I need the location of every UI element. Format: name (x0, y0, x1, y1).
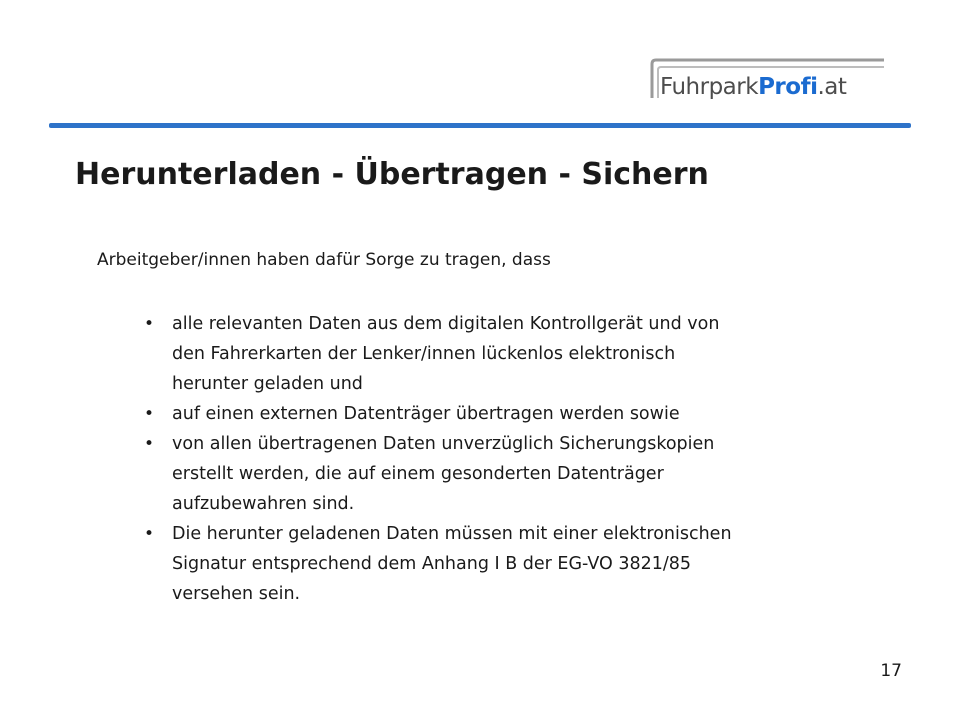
bullet-line: aufzubewahren sind. (172, 494, 355, 514)
bullet-line: erstellt werden, die auf einem gesonderten Datenträger (172, 464, 664, 484)
bullet-line: Die herunter geladenen Daten müssen mit einer elektronischen (172, 524, 732, 544)
bullet-list (140, 309, 900, 609)
bullet-line: alle relevanten Daten aus dem digitalen Kontrollgerät und von (172, 314, 720, 334)
bullet-dot: • (144, 434, 155, 454)
logo-wordmark (660, 74, 846, 100)
logo-text-domain: .at (817, 74, 847, 100)
logo-text-fuhrpark: Fuhrpark (660, 74, 759, 100)
bullet-line: Signatur entsprechend dem Anhang I B der EG-VO 3821/85 (172, 554, 692, 574)
bullet-item (140, 309, 900, 399)
bullet-dot: • (144, 314, 155, 334)
bullet-item (140, 429, 900, 519)
bullet-item (140, 399, 900, 429)
intro-text: Arbeitgeber/innen haben dafür Sorge zu tragen, dass (97, 250, 551, 270)
fuhrparkprofi-logo (646, 58, 896, 102)
slide-title: Herunterladen - Übertragen - Sichern (75, 157, 709, 192)
bullet-dot: • (144, 404, 155, 424)
logo-text-profi: Profi (758, 74, 818, 100)
bullet-line: herunter geladen und (172, 374, 363, 394)
bullet-line: von allen übertragenen Daten unverzüglich Sicherungskopien (172, 434, 715, 454)
bullet-item (140, 519, 900, 609)
bullet-line: versehen sein. (172, 584, 301, 604)
page-number: 17 (880, 661, 902, 681)
bullet-dot: • (144, 524, 155, 544)
bullet-line: auf einen externen Datenträger übertragen werden sowie (172, 404, 680, 424)
header-divider (49, 123, 911, 128)
bullet-line: den Fahrerkarten der Lenker/innen lückenlos elektronisch (172, 344, 676, 364)
